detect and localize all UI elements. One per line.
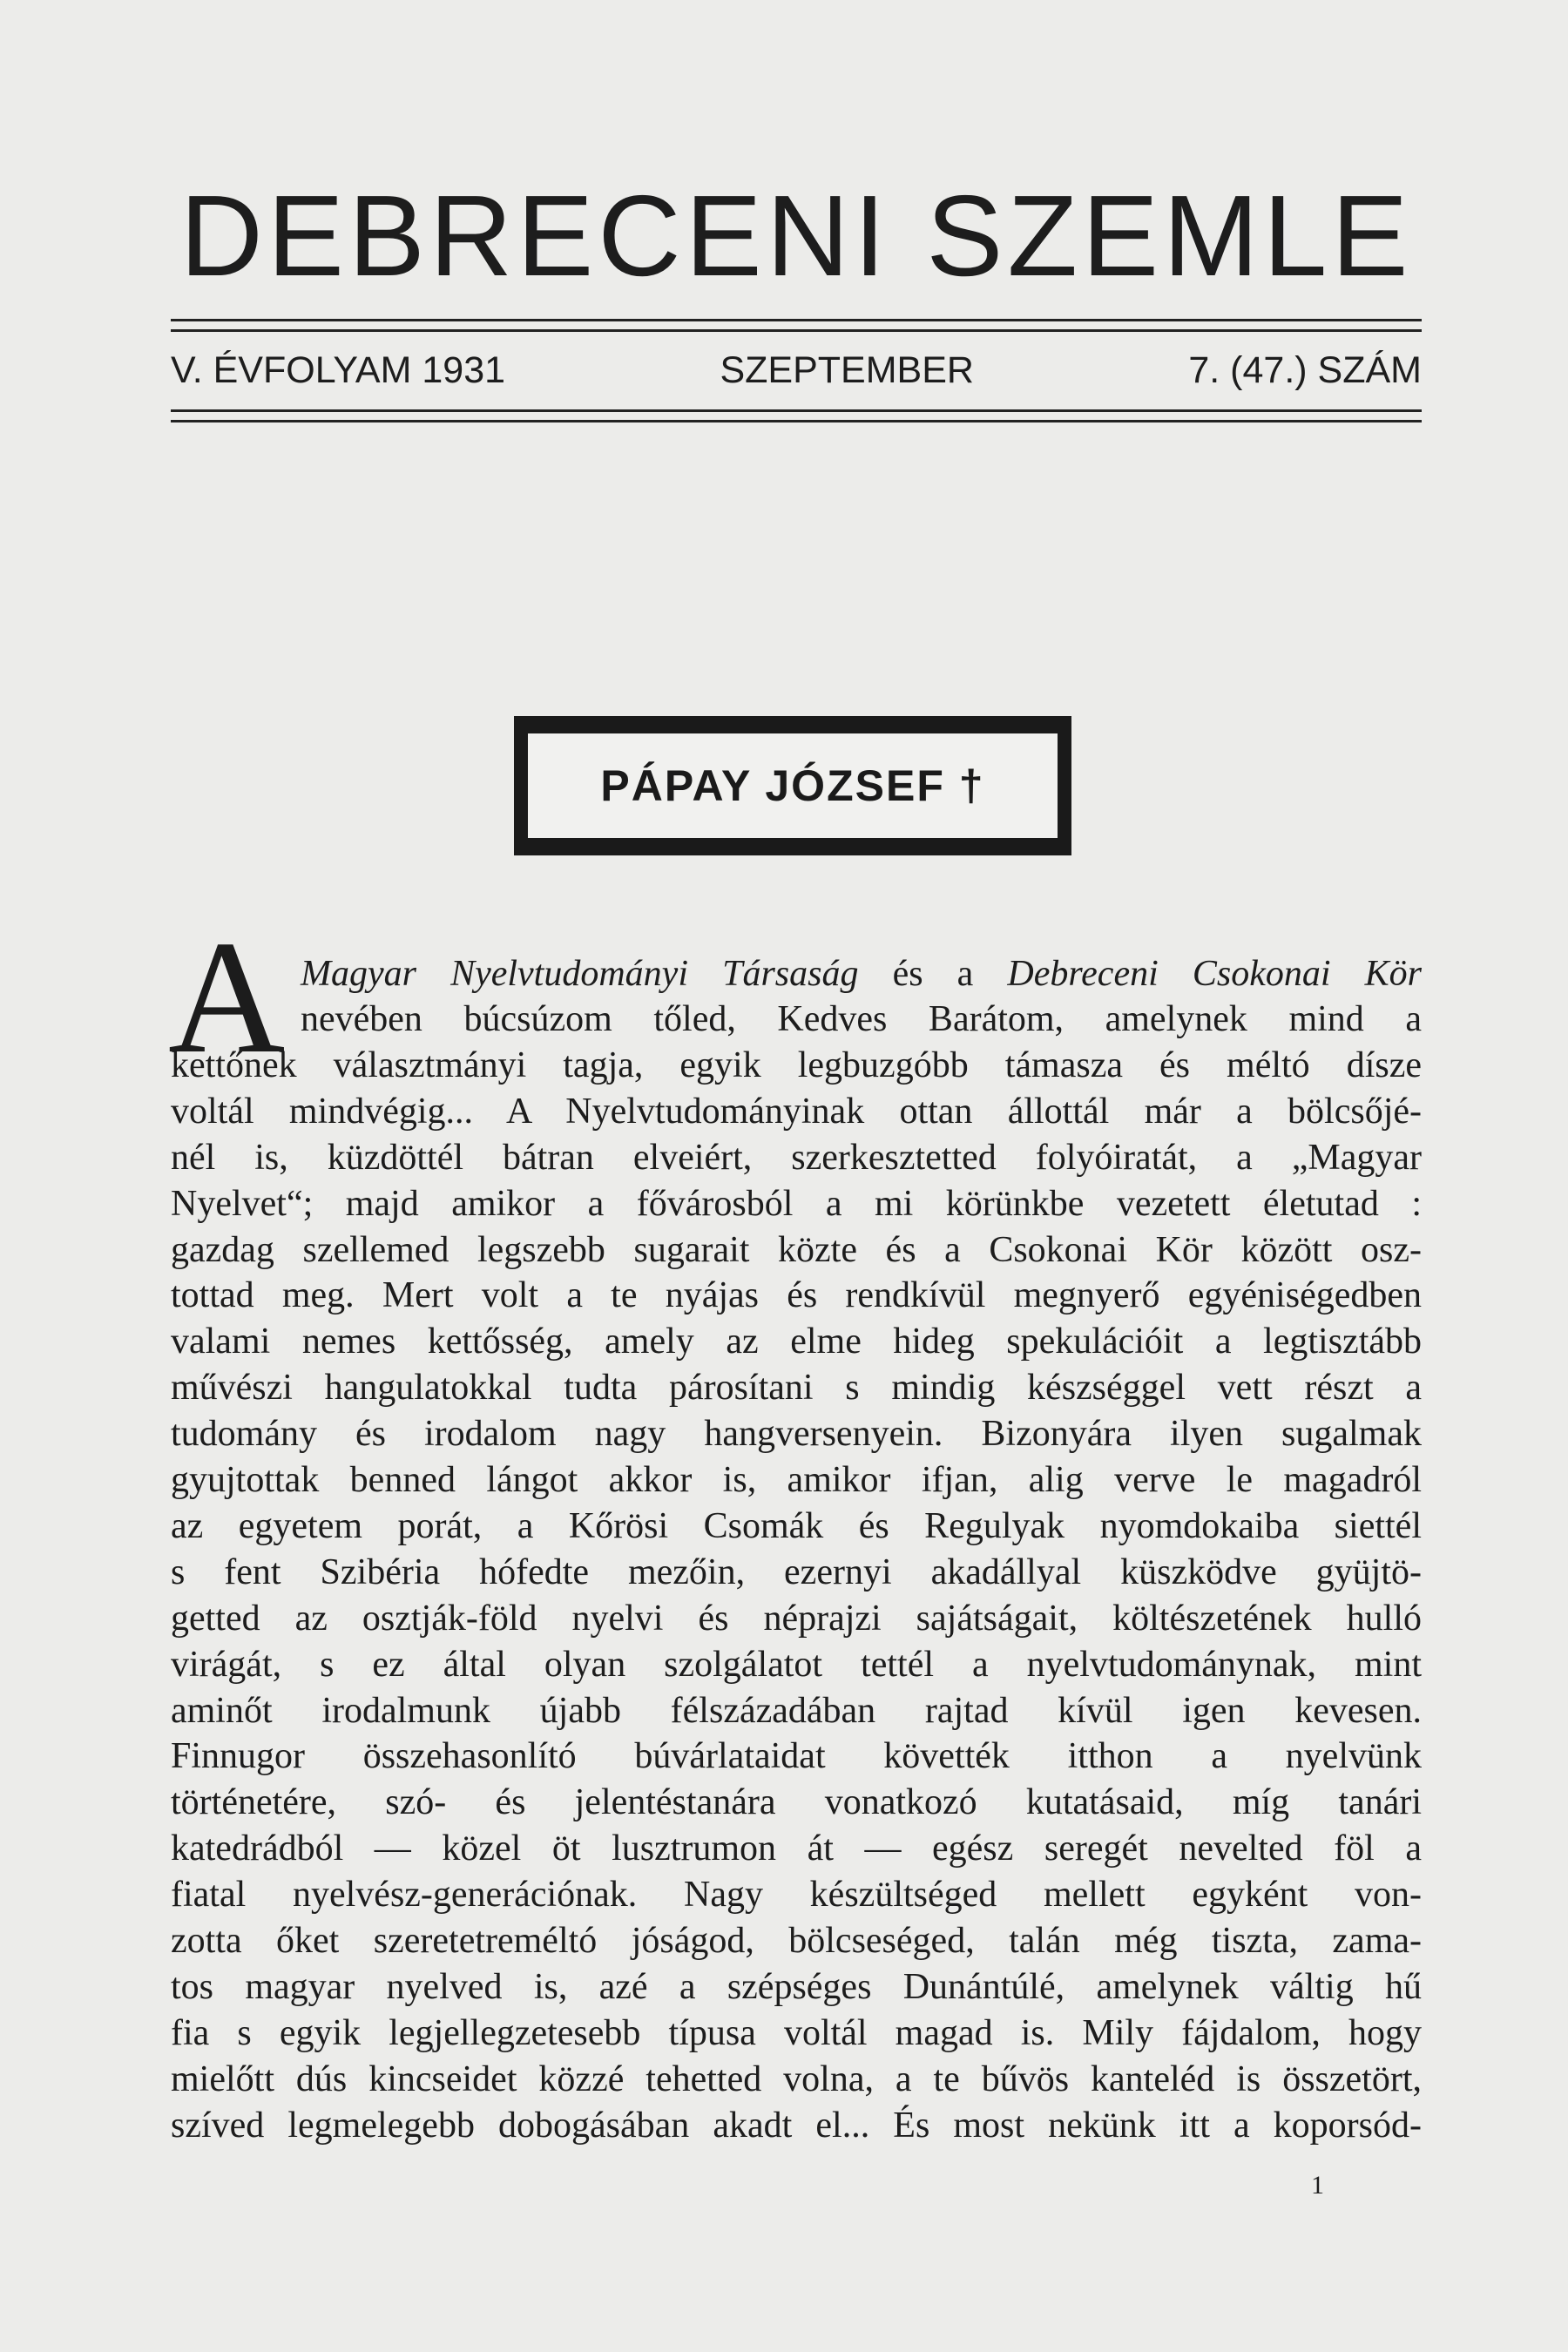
article-line: aminőt irodalmunk újabb félszázadában rajtad kívül igen kevesen.: [171, 1690, 1422, 1731]
first-line-conjunction: és a: [858, 954, 1008, 994]
article-line: zotta őket szeretetreméltó jóságod, bölcseséged, talán még tiszta, zama-: [171, 1921, 1422, 1961]
article-line: Nyelvet“; majd amikor a fővárosból a mi körünkbe vezetett életutad :: [171, 1183, 1422, 1224]
article-line: s fent Szibéria hófedte mezőin, ezernyi akadállyal küszködve gyüjtö-: [171, 1551, 1422, 1592]
drop-cap: A: [168, 908, 286, 1087]
article-line: voltál mindvégig... A Nyelvtudományinak ottan állottál már a bölcsőjé-: [171, 1091, 1422, 1132]
article-line: nél is, küzdöttél bátran elveiért, szerkesztetted folyóiratát, a „Magyar: [171, 1137, 1422, 1178]
volume-year: V. ÉVFOLYAM 1931: [171, 349, 506, 391]
article-line: tos magyar nyelved is, azé a szépséges Dunántúlé, amelynek váltig hű: [171, 1966, 1422, 2007]
article-line: szíved legmelegebb dobogásában akadt el... És most nekünk itt a koporsód-: [171, 2105, 1422, 2146]
club-name: Debreceni Csokonai Kör: [1007, 954, 1422, 994]
article-line: tottad meg. Mert volt a te nyájas és rendkívül megnyerő egyéniségedben: [171, 1275, 1422, 1316]
issue-info-line: [171, 349, 1422, 391]
article-line: katedrádból — közel öt lusztrumon át — egész seregét nevelted föl a: [171, 1828, 1422, 1869]
article-line: gyujtottak benned lángot akkor is, amikor ifjan, alig verve le magadról: [171, 1460, 1422, 1500]
masthead-rule-top: [171, 319, 1422, 332]
masthead-title: DEBRECENI SZEMLE: [179, 172, 1413, 300]
article-line: az egyetem porát, a Kőrösi Csomák és Regulyak nyomdokaiba siettél: [171, 1505, 1422, 1546]
page-number: 1: [1311, 2171, 1324, 2200]
article-line: getted az osztják-föld nyelvi és néprajzi sajátságait, költészetének hulló: [171, 1598, 1422, 1639]
article-line-first: [301, 951, 1422, 997]
article-line: valami nemes kettősség, amely az elme hideg spekulációit a legtisztább: [171, 1321, 1422, 1362]
masthead-rule-bottom: [171, 409, 1422, 422]
article-line: gazdag szellemed legszebb sugarait közte és a Csokonai Kör között osz-: [171, 1229, 1422, 1270]
issue-month: SZEPTEMBER: [720, 349, 974, 391]
article-line: virágát, s ez által olyan szolgálatot tettél a nyelvtudománynak, mint: [171, 1644, 1422, 1685]
article-line: mielőtt dús kincseidet közzé tehetted volna, a te bűvös kanteléd is összetört,: [171, 2058, 1422, 2099]
society-name: Magyar Nyelvtudományi Társaság: [301, 954, 859, 994]
obituary-heading-box: [514, 716, 1071, 855]
article-line: fiatal nyelvész-generációnak. Nagy készültséged mellett egyként von-: [171, 1875, 1422, 1916]
article-line: művészi hangulatokkal tudta párosítani s mindig készséggel vett részt a: [171, 1368, 1422, 1409]
article-line: fia s egyik legjellegzetesebb típusa voltál magad is. Mily fájdalom, hogy: [171, 2012, 1422, 2053]
issue-number: 7. (47.) SZÁM: [1188, 349, 1422, 391]
article-line: tudomány és irodalom nagy hangversenyein. Bizonyára ilyen sugalmak: [171, 1414, 1422, 1455]
article-line: történetére, szó- és jelentéstanára vonatkozó kutatásaid, míg tanári: [171, 1782, 1422, 1823]
article-line: Finnugor összehasonlító búvárlataidat követték itthon a nyelvünk: [171, 1736, 1422, 1777]
obituary-heading: PÁPAY JÓZSEF †: [600, 761, 985, 810]
article-line: nevében búcsúzom tőled, Kedves Barátom, amelynek mind a: [301, 999, 1422, 1039]
article-line: kettőnek választmányi tagja, egyik legbuzgóbb támasza és méltó dísze: [171, 1044, 1422, 1085]
